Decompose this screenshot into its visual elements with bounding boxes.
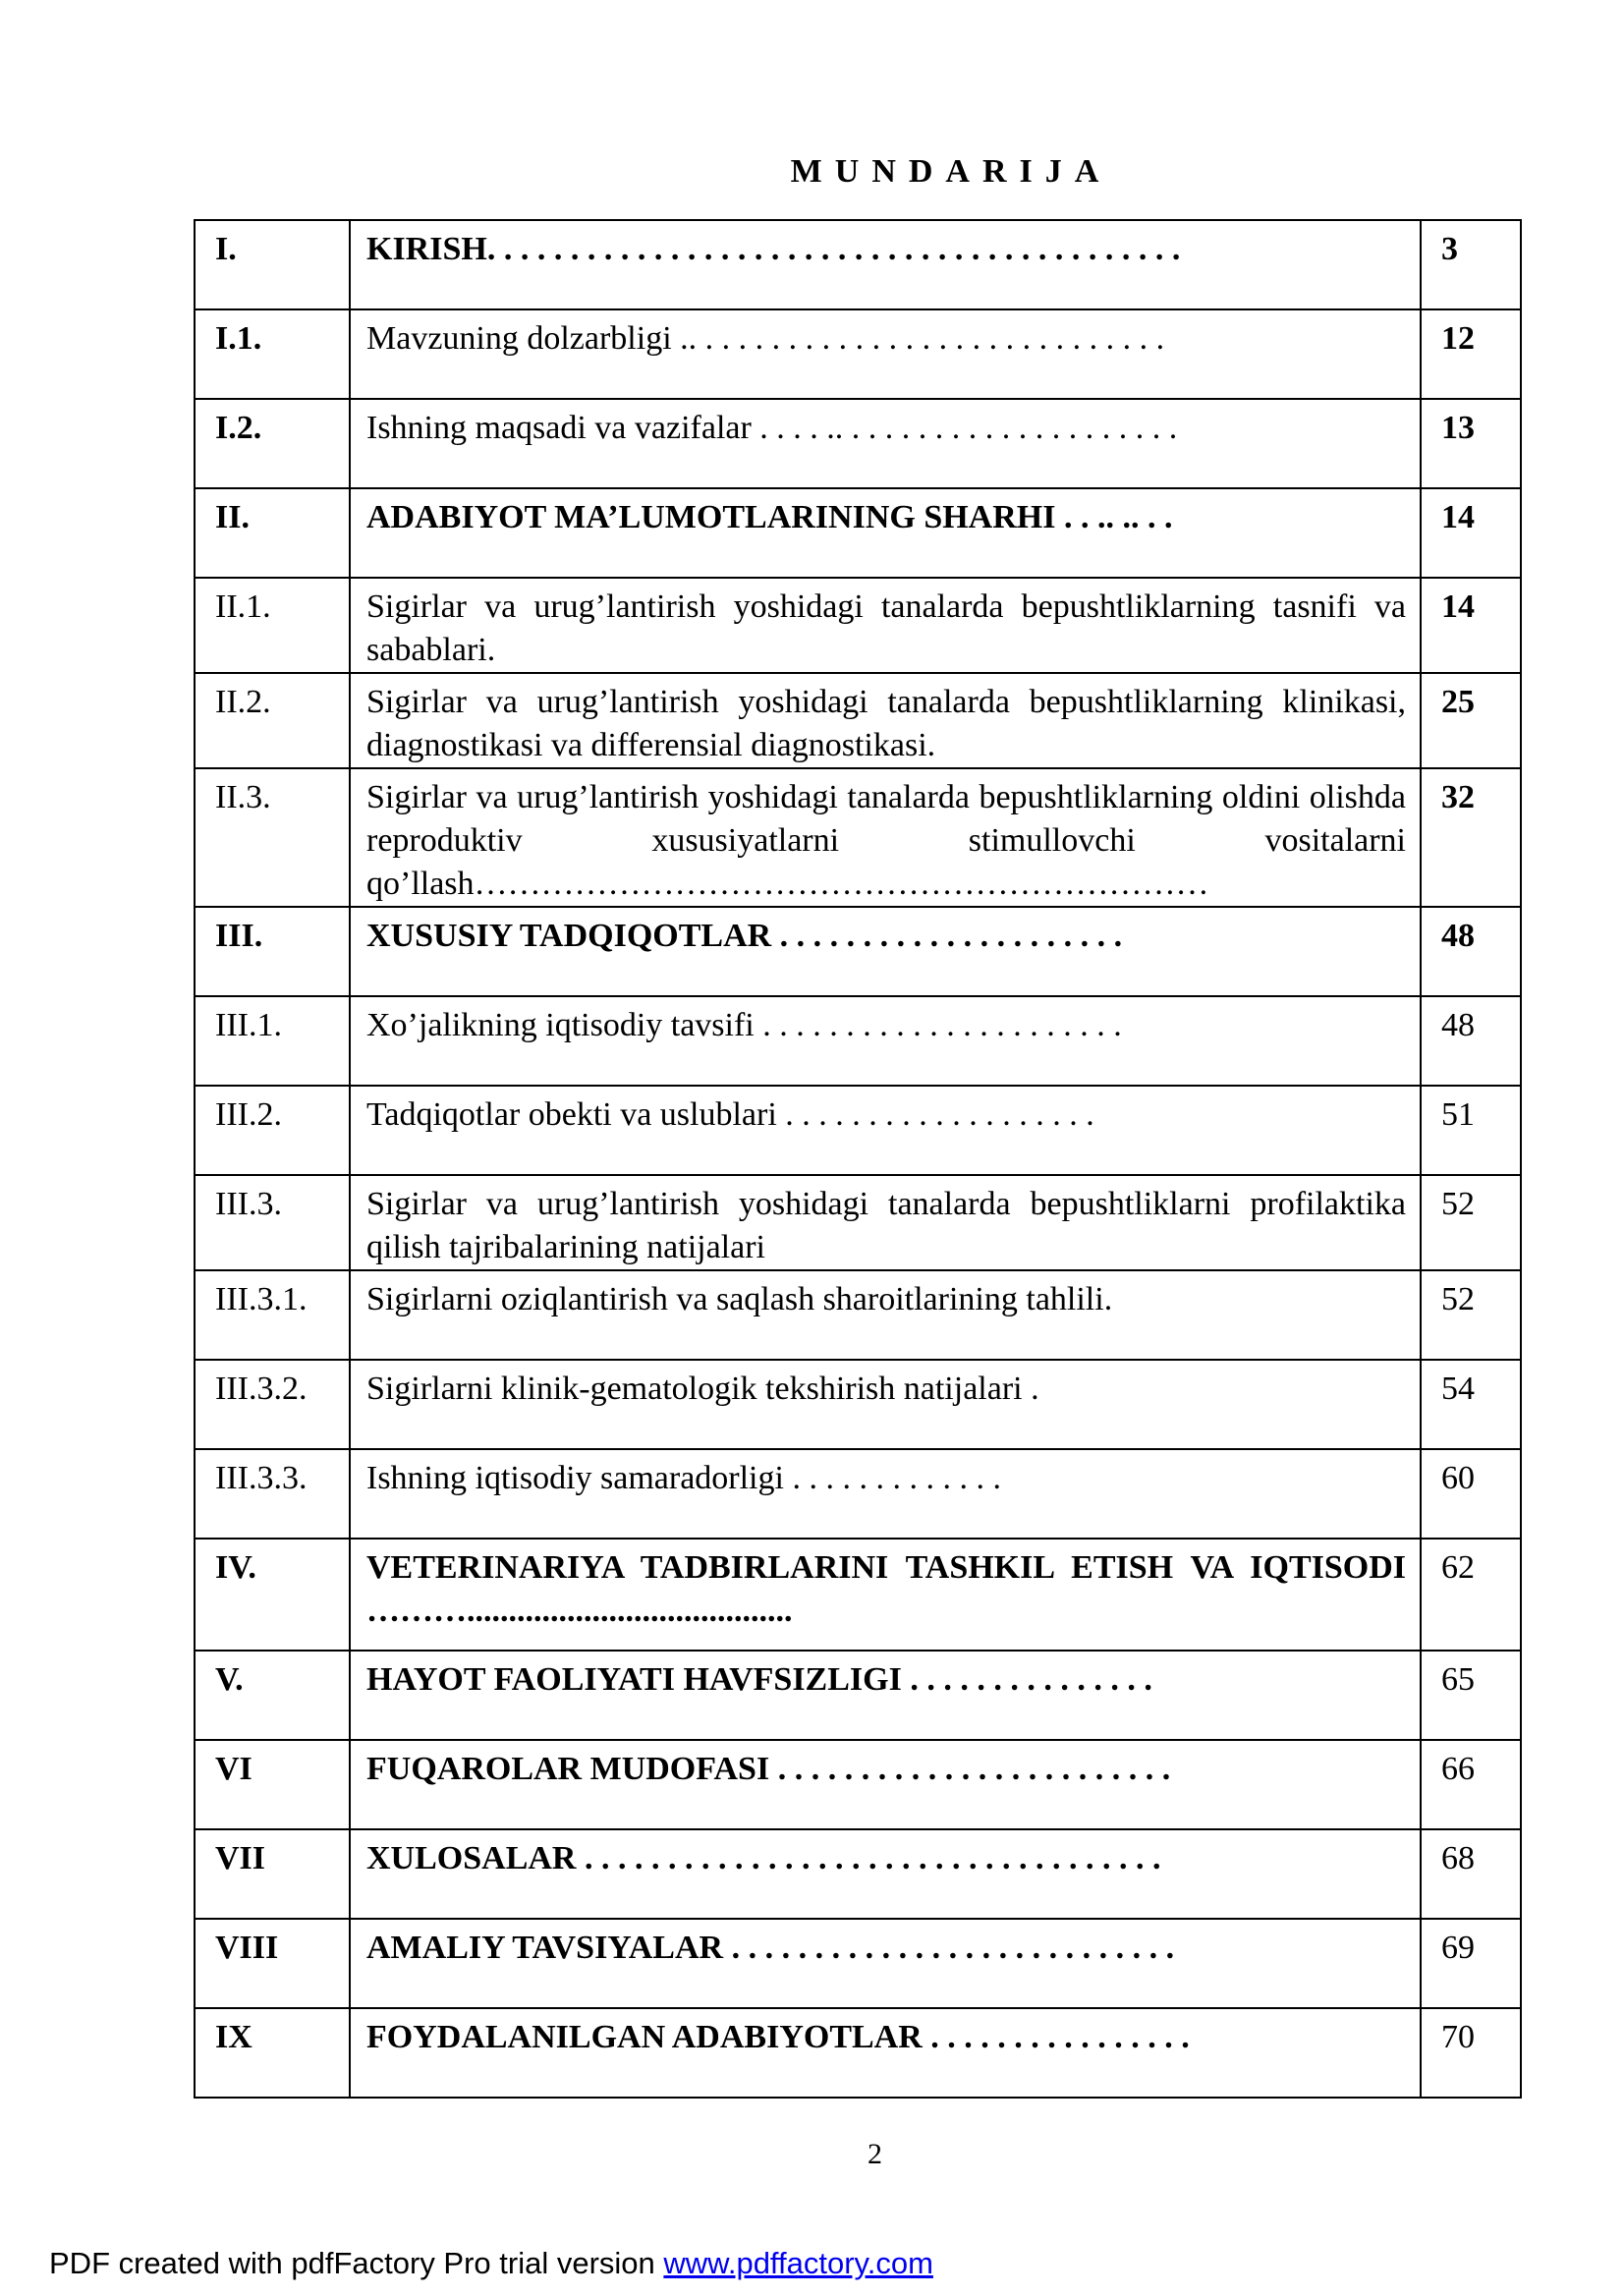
page-number: 2 xyxy=(868,2138,882,2170)
toc-row-number: III.1. xyxy=(195,996,350,1086)
toc-row-page: 69 xyxy=(1421,1919,1521,2008)
toc-row-page: 48 xyxy=(1421,996,1521,1086)
toc-row xyxy=(195,1539,1521,1651)
table-of-contents xyxy=(194,219,1522,2099)
toc-row-number: I.2. xyxy=(195,399,350,488)
toc-row-page: 52 xyxy=(1421,1270,1521,1360)
toc-row-number: II.3. xyxy=(195,768,350,907)
toc-row-number: II.2. xyxy=(195,673,350,768)
toc-row xyxy=(195,1740,1521,1829)
toc-row-number: III. xyxy=(195,907,350,996)
toc-row-page: 52 xyxy=(1421,1175,1521,1270)
toc-row xyxy=(195,1829,1521,1919)
toc-row xyxy=(195,996,1521,1086)
toc-row-page: 32 xyxy=(1421,768,1521,907)
toc-row xyxy=(195,220,1521,309)
toc-row-title: ADABIYOT MA’LUMOTLARINING SHARHI . . .. .. . . xyxy=(350,488,1421,578)
toc-row xyxy=(195,1919,1521,2008)
toc-row-page: 12 xyxy=(1421,309,1521,399)
toc-row-title: AMALIY TAVSIYALAR . . . . . . . . . . . . . . . . . . . . . . . . . . . xyxy=(350,1919,1421,2008)
toc-row-title: Sigirlar va urug’lantirish yoshidagi tanalarda bepushtliklarning oldini olishda reproduktiv xususiyatlarni stimullovchi vositalarni qo’llash………………………………………………………… xyxy=(350,768,1421,907)
toc-row xyxy=(195,768,1521,907)
document-title: MUNDARIJA xyxy=(790,153,1112,190)
toc-row-title: Sigirlarni oziqlantirish va saqlash sharoitlarining tahlili. xyxy=(350,1270,1421,1360)
toc-row-title: Xo’jalikning iqtisodiy tavsifi . . . . . . . . . . . . . . . . . . . . . . xyxy=(350,996,1421,1086)
toc-row-page: 66 xyxy=(1421,1740,1521,1829)
pdf-footer xyxy=(49,2246,933,2281)
toc-row-page: 3 xyxy=(1421,220,1521,309)
toc-row-number: IV. xyxy=(195,1539,350,1651)
footer-link[interactable]: www.pdffactory.com xyxy=(663,2246,933,2280)
toc-row-number: VIII xyxy=(195,1919,350,2008)
toc-row-title: Mavzuning dolzarbligi .. . . . . . . . . . . . . . . . . . . . . . . . . . . . . xyxy=(350,309,1421,399)
toc-row xyxy=(195,907,1521,996)
toc-row-page: 65 xyxy=(1421,1651,1521,1740)
toc-row xyxy=(195,1651,1521,1740)
toc-row-title: XUSUSIY TADQIQOTLAR . . . . . . . . . . . . . . . . . . . . . xyxy=(350,907,1421,996)
toc-row-number: III.3.3. xyxy=(195,1449,350,1539)
toc-row-page: 70 xyxy=(1421,2008,1521,2098)
toc-row-number: VI xyxy=(195,1740,350,1829)
toc-row xyxy=(195,399,1521,488)
toc-row-page: 25 xyxy=(1421,673,1521,768)
toc-row-number: III.3.2. xyxy=(195,1360,350,1449)
toc-row xyxy=(195,578,1521,673)
toc-row xyxy=(195,309,1521,399)
toc-row-page: 48 xyxy=(1421,907,1521,996)
toc-row xyxy=(195,1270,1521,1360)
toc-row-title: Ishning maqsadi va vazifalar . . . . .. . . . . . . . . . . . . . . . . . . . . xyxy=(350,399,1421,488)
toc-row-number: III.2. xyxy=(195,1086,350,1175)
toc-row-page: 68 xyxy=(1421,1829,1521,1919)
toc-row-page: 60 xyxy=(1421,1449,1521,1539)
toc-row-number: I. xyxy=(195,220,350,309)
toc-row-page: 14 xyxy=(1421,488,1521,578)
toc-row-title: Ishning iqtisodiy samaradorligi . . . . . . . . . . . . . xyxy=(350,1449,1421,1539)
toc-row-number: VII xyxy=(195,1829,350,1919)
toc-row-page: 13 xyxy=(1421,399,1521,488)
toc-row-page: 62 xyxy=(1421,1539,1521,1651)
toc-row-page: 51 xyxy=(1421,1086,1521,1175)
toc-row-number: III.3.1. xyxy=(195,1270,350,1360)
toc-row-title: KIRISH. . . . . . . . . . . . . . . . . . . . . . . . . . . . . . . . . . . . . . . . . . xyxy=(350,220,1421,309)
toc-row-page: 14 xyxy=(1421,578,1521,673)
toc-row-title: Tadqiqotlar obekti va uslublari . . . . . . . . . . . . . . . . . . . xyxy=(350,1086,1421,1175)
toc-row-title: VETERINARIYA TADBIRLARINI TASHKIL ETISH VA IQTISODI ………....................................... xyxy=(350,1539,1421,1651)
toc-row xyxy=(195,1086,1521,1175)
toc-row-title: Sigirlar va urug’lantirish yoshidagi tanalarda bepushtliklarni profilaktika qilish tajribalarining natijalari xyxy=(350,1175,1421,1270)
toc-row-number: I.1. xyxy=(195,309,350,399)
toc-row-title: Sigirlarni klinik-gematologik tekshirish natijalari . xyxy=(350,1360,1421,1449)
toc-row-title: FUQAROLAR MUDOFASI . . . . . . . . . . . . . . . . . . . . . . . . xyxy=(350,1740,1421,1829)
toc-row-page: 54 xyxy=(1421,1360,1521,1449)
toc-row-title: Sigirlar va urug’lantirish yoshidagi tanalarda bepushtliklarning tasnifi va sabablari. xyxy=(350,578,1421,673)
toc-row-title: FOYDALANILGAN ADABIYOTLAR . . . . . . . . . . . . . . . . xyxy=(350,2008,1421,2098)
toc-row-title: Sigirlar va urug’lantirish yoshidagi tanalarda bepushtliklarning klinikasi, diagnostikasi va differensial diagnostikasi. xyxy=(350,673,1421,768)
toc-row xyxy=(195,1360,1521,1449)
toc-row-number: II.1. xyxy=(195,578,350,673)
toc-row xyxy=(195,1449,1521,1539)
toc-row xyxy=(195,1175,1521,1270)
toc-row-title: XULOSALAR . . . . . . . . . . . . . . . . . . . . . . . . . . . . . . . . . . . xyxy=(350,1829,1421,1919)
footer-text: PDF created with pdfFactory Pro trial version xyxy=(49,2246,664,2280)
toc-row xyxy=(195,2008,1521,2098)
toc-row xyxy=(195,673,1521,768)
toc-row-number: V. xyxy=(195,1651,350,1740)
toc-row xyxy=(195,488,1521,578)
toc-row-number: III.3. xyxy=(195,1175,350,1270)
toc-row-number: II. xyxy=(195,488,350,578)
toc-row-number: IX xyxy=(195,2008,350,2098)
toc-row-title: HAYOT FAOLIYATI HAVFSIZLIGI . . . . . . . . . . . . . . . xyxy=(350,1651,1421,1740)
